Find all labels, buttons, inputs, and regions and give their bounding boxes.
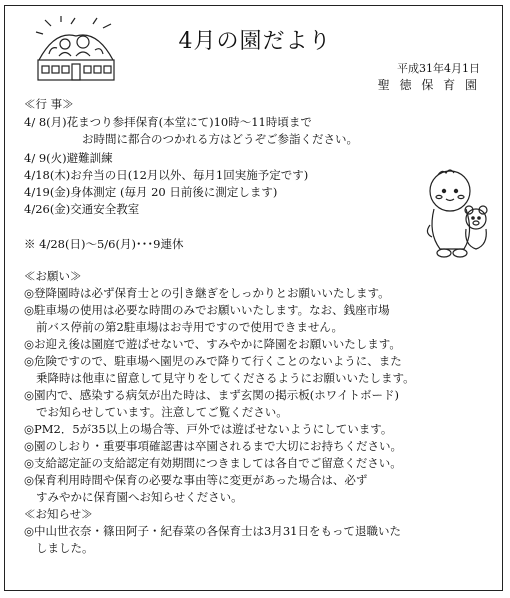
request-item: ◎PM2．5が35以上の場合等、戸外では遊ばせないようにしています。 (24, 422, 393, 436)
event-item: 4/26(金)交通安全教室 (24, 202, 140, 216)
request-item: ◎駐車場の使用は必要な時間のみでお願いいたします。なお、銭座市場 (24, 303, 390, 317)
notice-header: ≪お知らせ≫ (24, 507, 93, 521)
request-item-continued: でお知らせしています。注意してご覧ください。 (36, 405, 288, 419)
notice-item: ◎中山世衣奈・篠田阿子・紀春菜の各保育士は3月31日をもって退職いた (24, 524, 401, 538)
request-item: ◎登降園時は必ず保育士との引き継ぎをしっかりとお願いいたします。 (24, 286, 390, 300)
event-item-detail: お時間に都合のつかれる方はどうぞご参詣ください。 (82, 132, 358, 146)
event-item: 4/ 8(月)花まつり参拝保育(本堂にて)10時～11時頃まで (24, 115, 312, 129)
event-item: 4/ 9(火)避難訓練 (24, 151, 113, 165)
request-item-continued: 前バス停前の第2駐車場はお寺用ですので使用できません。 (36, 320, 344, 334)
event-item: 4/19(金)身体測定 (毎月 20 日前後に測定します) (24, 185, 278, 199)
request-item: ◎お迎え後は園庭で遊ばせないで、すみやかに降園をお願いいたします。 (24, 337, 401, 351)
request-item-continued: 乗降時は他車に留意して見守りをしてくださるようにお願いいたします。 (36, 371, 415, 385)
request-item: ◎支給認定証の支給認定有効期間につきましては各自でご留意ください。 (24, 456, 402, 470)
event-item: 4/18(木)お弁当の日(12月以外、毎月1回実施予定です) (24, 168, 309, 182)
requests-header: ≪お願い≫ (24, 269, 82, 283)
request-item: ◎園内で、感染する病気が出た時は、まず玄関の掲示板(ホワイトボード) (24, 388, 399, 402)
request-item: ◎保育利用時間や保育の必要な事由等に変更があった場合は、必ず (24, 473, 368, 487)
notice-item-continued: しました。 (36, 541, 94, 555)
request-item: ◎危険ですので、駐車場へ園児のみで降りて行くことのないように、また (24, 354, 402, 368)
issue-date: 平成31年4月1日 (397, 62, 480, 75)
events-header: ≪行 事≫ (24, 97, 74, 111)
request-item-continued: すみやかに保育園へお知らせください。 (36, 490, 243, 504)
organization-name: 聖 徳 保 育 園 (377, 78, 480, 92)
newsletter-title: 4月の園だより (178, 29, 332, 54)
baby-with-teddy-bear-illustration (420, 163, 498, 261)
request-item: ◎園のしおり・重要事項確認書は卒園されるまで大切にお持ちください。 (24, 439, 403, 453)
holiday-note: ※ 4/28(日)～5/6(月)･･･9連休 (24, 237, 184, 251)
